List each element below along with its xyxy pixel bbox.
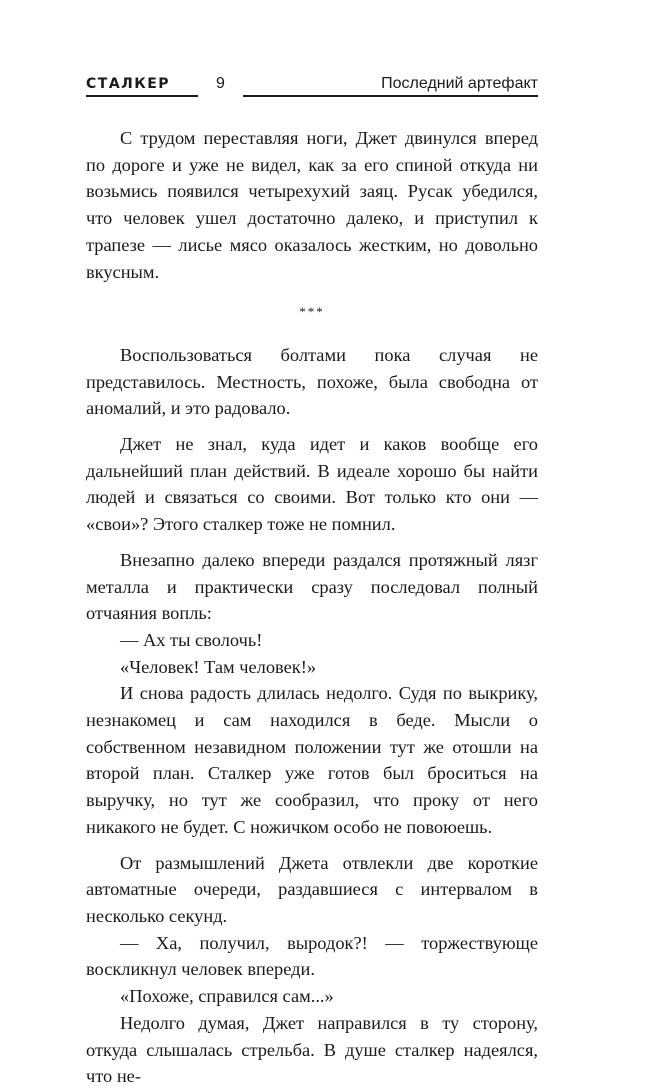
scene-separator: *** <box>299 304 325 320</box>
paragraph: И снова радость длилась недолго. Судя по выкрику, незнакомец и сам находился в беде. Мысли о собственном незавидном положении тут же отошли на второй план. Сталкер уже готов был броситься на выручку, но тут же сообразил, что проку от него никакого не будет. С ножичком особо не повоюешь. <box>86 683 538 837</box>
paragraph: От размышлений Джета отвлекли две короткие автоматные очереди, раздавшиеся с интервалом в несколько секунд. <box>86 852 538 926</box>
paragraph: Воспользоваться болтами пока случая не представилось. Местность, похоже, была свободна от аномалий, и это радовало. <box>86 344 538 419</box>
paragraph: Недолго думая, Джет направился в ту сторону, откуда слышалась стрельба. В душе сталкер надеялся, что не- <box>86 1012 538 1087</box>
dialogue-line: — Ах ты сволочь! <box>120 629 263 650</box>
paragraph: Джет не знал, куда идет и каков вообще его дальнейший план действий. В идеале хорошо бы найти людей и связаться со своими. Вот только кто они — «свои»? Этого сталкер тоже не помнил. <box>86 434 538 535</box>
page-number: 9 <box>216 75 225 92</box>
series-title: СТАЛКЕР <box>86 76 171 92</box>
thought-line: «Человек! Там человек!» <box>120 656 317 677</box>
book-title: Последний артефакт <box>381 75 538 92</box>
header-rule-left <box>86 95 198 97</box>
body-text <box>86 125 538 1090</box>
dialogue-line: — Ха, получил, выродок?! — торжествующе воскликнул человек впереди. <box>86 932 538 980</box>
thought-line: «Похоже, справился сам...» <box>120 986 334 1007</box>
running-header <box>86 72 538 98</box>
paragraph: Внезапно далеко впереди раздался протяжный лязг металла и практически сразу последовал полный отчаяния вопль: <box>86 549 538 624</box>
header-rule-right <box>243 95 538 97</box>
paragraph: С трудом переставляя ноги, Джет двинулся вперед по дороге и уже не видел, как за его спиной откуда ни возьмись появился четырехухий заяц. Русак убедился, что человек ушел достаточно далеко, и приступил к трапезе — лисье мясо оказалось жестким, но довольно вкусным. <box>86 128 538 282</box>
